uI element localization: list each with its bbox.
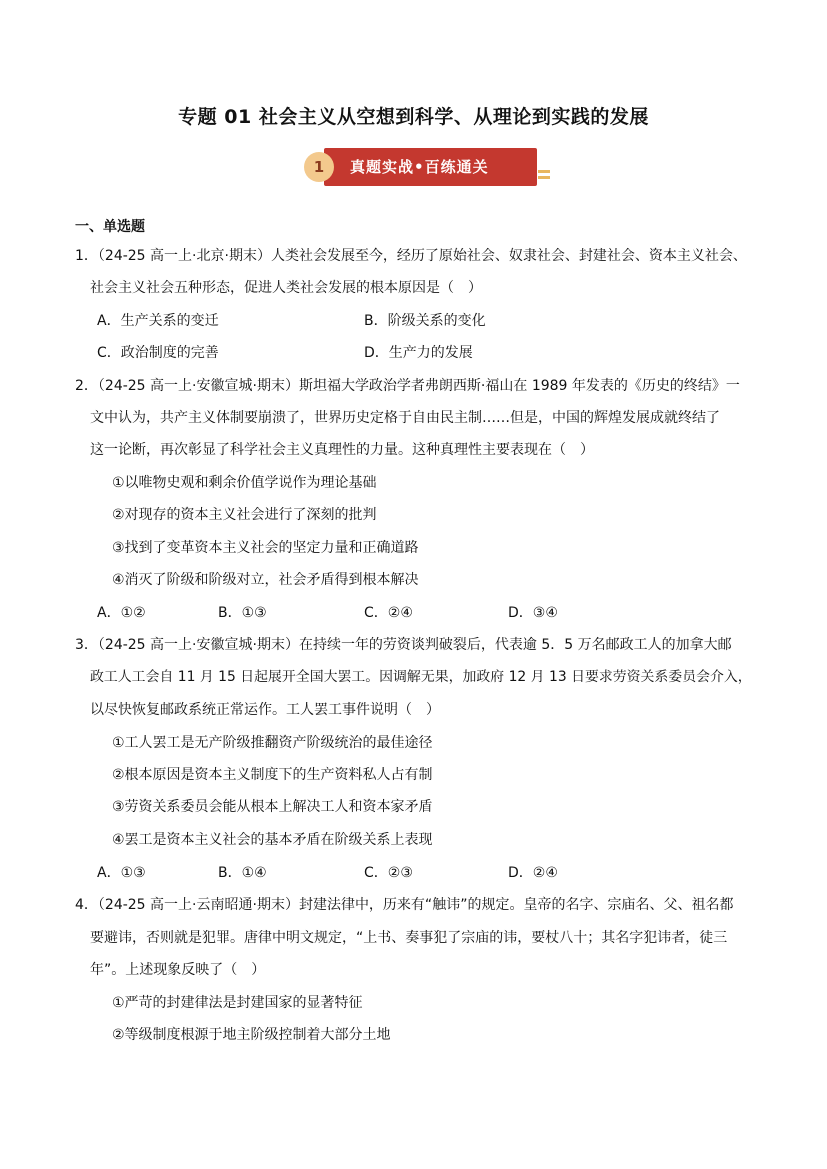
question-4-line: 要避讳，否则就是犯罪。唐律中明文规定，“上书、奏事犯了宗庙的讳，要杖八十；其名字犯讳者，徒三 [90, 930, 728, 946]
question-2-line: 这一论断，再次彰显了科学社会主义真理性的力量。这种真理性主要表现在（ ） [90, 442, 594, 458]
question-2-item: ③找到了变革资本主义社会的坚定力量和正确道路 [112, 540, 419, 556]
question-4-line: 4．（24-25 高一上·云南昭通·期末）封建法律中，历来有“触讳”的规定。皇帝的名字、宗庙名、父、祖名都 [75, 897, 734, 913]
question-3-option-d: D．②④ [508, 865, 558, 881]
question-3-item: ③劳资关系委员会能从根本上解决工人和资本家矛盾 [112, 799, 433, 815]
question-2-option-d: D．③④ [508, 605, 558, 621]
banner-number: 1 [304, 152, 334, 182]
question-2-item: ②对现存的资本主义社会进行了深刻的批判 [112, 507, 377, 523]
question-2-line: 2．（24-25 高一上·安徽宣城·期末）斯坦福大学政治学者弗朗西斯·福山在 1989 年发表的《历史的终结》一 [75, 378, 740, 394]
section-banner [304, 148, 544, 186]
question-4-item: ②等级制度根源于地主阶级控制着大部分土地 [112, 1027, 391, 1043]
banner-text: 真题实战•百练通关 [350, 158, 489, 176]
banner-stripe [538, 170, 550, 173]
question-1-option-d: D．生产力的发展 [364, 345, 473, 361]
question-1-line: 1．（24-25 高一上·北京·期末）人类社会发展至今，经历了原始社会、奴隶社会、封建社会、资本主义社会、 [75, 248, 747, 264]
question-3-item: ①工人罢工是无产阶级推翻资产阶级统治的最佳途径 [112, 735, 433, 751]
question-1-option-c: C．政治制度的完善 [97, 345, 219, 361]
question-2-option-b: B．①③ [218, 605, 267, 621]
banner-stripe [538, 176, 550, 179]
question-3-item: ④罢工是资本主义社会的基本矛盾在阶级关系上表现 [112, 832, 433, 848]
question-2-option-a: A．①② [97, 605, 146, 621]
question-1-option-b: B．阶级关系的变化 [364, 313, 486, 329]
question-4-item: ①严苛的封建律法是封建国家的显著特征 [112, 995, 363, 1011]
question-1-option-a: A．生产关系的变迁 [97, 313, 219, 329]
document-title: 专题 01 社会主义从空想到科学、从理论到实践的发展 [178, 106, 649, 128]
question-1-line: 社会主义社会五种形态，促进人类社会发展的根本原因是（ ） [90, 280, 482, 296]
question-3-line: 以尽快恢复邮政系统正常运作。工人罢工事件说明（ ） [90, 702, 440, 718]
question-2-item: ④消灭了阶级和阶级对立，社会矛盾得到根本解决 [112, 572, 419, 588]
question-2-line: 文中认为，共产主义体制要崩溃了，世界历史定格于自由民主制……但是，中国的辉煌发展成就终结了 [90, 410, 720, 426]
question-3-line: 3．（24-25 高一上·安徽宣城·期末）在持续一年的劳资谈判破裂后，代表逾 5．5 万名邮政工人的加拿大邮 [75, 637, 732, 653]
question-2-item: ①以唯物史观和剩余价值学说作为理论基础 [112, 475, 377, 491]
question-2-option-c: C．②④ [364, 605, 413, 621]
question-4-line: 年”。上述现象反映了（ ） [90, 962, 266, 978]
question-3-option-c: C．②③ [364, 865, 413, 881]
question-3-option-a: A．①③ [97, 865, 146, 881]
question-3-item: ②根本原因是资本主义制度下的生产资料私人占有制 [112, 767, 433, 783]
section-heading: 一、单选题 [75, 219, 145, 235]
question-3-line: 政工人工会自 11 月 15 日起展开全国大罢工。因调解无果，加政府 12 月 13 日要求劳资关系委员会介入， [90, 669, 752, 685]
question-3-option-b: B．①④ [218, 865, 267, 881]
